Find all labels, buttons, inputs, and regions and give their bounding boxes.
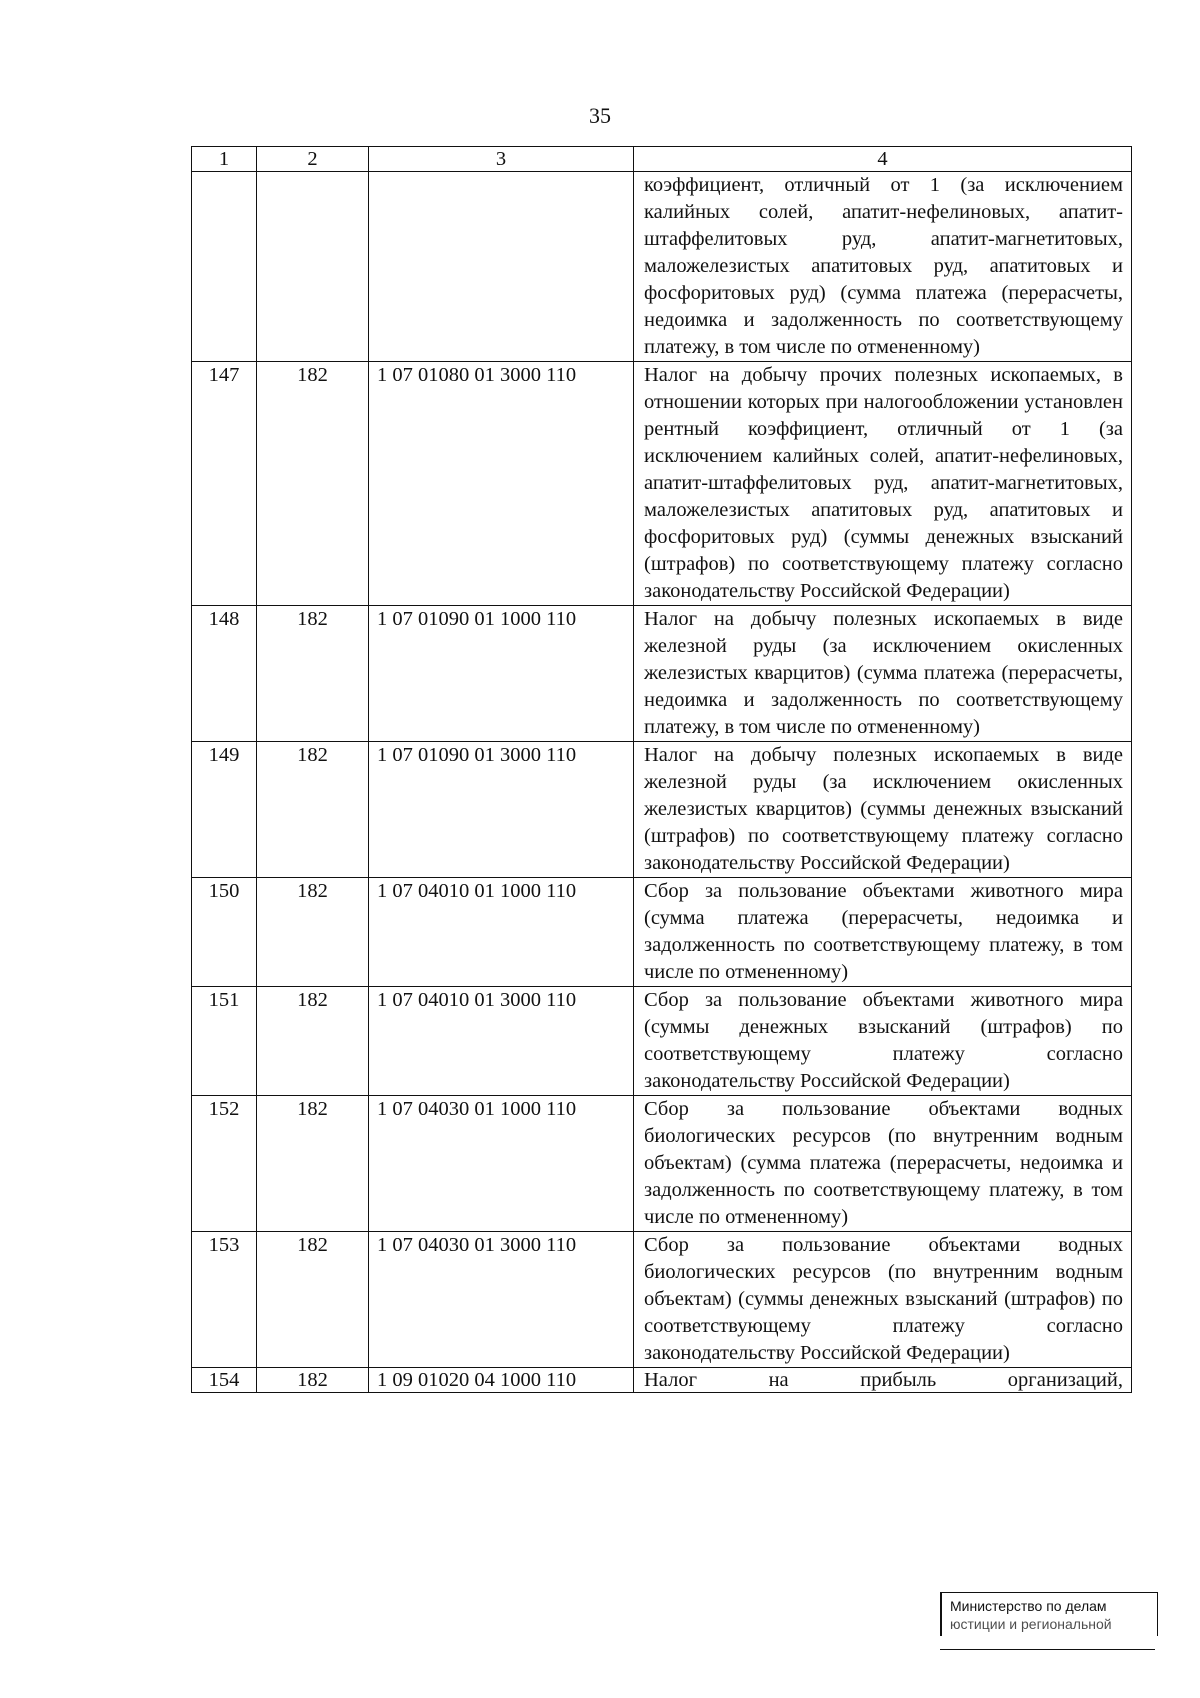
admin-code: 182 bbox=[257, 1232, 369, 1368]
income-description: Сбор за пользование объектами водных биологических ресурсов (по внутренним водным объектам) (сумма платежа (перерасчеты, недоимка и задолженность по соответствующему платежу, в том числе по отмененному) bbox=[634, 1096, 1132, 1232]
table-row bbox=[192, 987, 1132, 1096]
income-description: Сбор за пользование объектами животного мира (суммы денежных взысканий (штрафов) по соответствующему платежу согласно законодательству Российской Федерации) bbox=[634, 987, 1132, 1096]
table-row bbox=[192, 606, 1132, 742]
budget-classification-code bbox=[369, 172, 634, 362]
income-description: Сбор за пользование объектами животного мира (сумма платежа (перерасчеты, недоимка и задолженность по соответствующему платежу, в том числе по отмененному) bbox=[634, 878, 1132, 987]
row-number: 147 bbox=[192, 362, 257, 606]
row-number: 149 bbox=[192, 742, 257, 878]
table-row bbox=[192, 878, 1132, 987]
table-row bbox=[192, 1232, 1132, 1368]
admin-code: 182 bbox=[257, 1368, 369, 1393]
income-description: Налог на прибыль организаций, bbox=[634, 1368, 1132, 1393]
budget-classification-code: 1 07 04010 01 1000 110 bbox=[369, 878, 634, 987]
table-row bbox=[192, 362, 1132, 606]
admin-code: 182 bbox=[257, 878, 369, 987]
admin-code: 182 bbox=[257, 987, 369, 1096]
row-number: 148 bbox=[192, 606, 257, 742]
table-row bbox=[192, 1096, 1132, 1232]
page-number: 35 bbox=[589, 103, 611, 128]
admin-code: 182 bbox=[257, 742, 369, 878]
budget-codes-table bbox=[191, 146, 1132, 1393]
row-number: 154 bbox=[192, 1368, 257, 1393]
stamp-line-2: юстиции и региональной bbox=[950, 1616, 1112, 1632]
stamp-line-1: Министерство по делам bbox=[950, 1598, 1107, 1614]
header-col-2: 2 bbox=[257, 147, 369, 172]
table-header-row bbox=[192, 147, 1132, 172]
table-row bbox=[192, 172, 1132, 362]
row-number: 152 bbox=[192, 1096, 257, 1232]
budget-classification-code: 1 09 01020 04 1000 110 bbox=[369, 1368, 634, 1393]
admin-code bbox=[257, 172, 369, 362]
row-number: 151 bbox=[192, 987, 257, 1096]
row-number: 153 bbox=[192, 1232, 257, 1368]
row-number bbox=[192, 172, 257, 362]
income-description: Сбор за пользование объектами водных биологических ресурсов (по внутренним водным объектам) (суммы денежных взысканий (штрафов) по соответствующему платежу согласно законодательству Российской Федерации) bbox=[634, 1232, 1132, 1368]
income-description: Налог на добычу полезных ископаемых в виде железной руды (за исключением окисленных железистых кварцитов) (суммы денежных взысканий (штрафов) по соответствующему платежу согласно законодательству Российской Федерации) bbox=[634, 742, 1132, 878]
income-description: коэффициент, отличный от 1 (за исключением калийных солей, апатит-нефелиновых, апатит-штаффелитовых руд, апатит-магнетитовых, маложелезистых апатитовых руд, апатитовых и фосфоритовых руд) (сумма платежа (перерасчеты, недоимка и задолженность по соответствующему платежу, в том числе по отмененному) bbox=[634, 172, 1132, 362]
budget-classification-code: 1 07 01090 01 1000 110 bbox=[369, 606, 634, 742]
admin-code: 182 bbox=[257, 362, 369, 606]
admin-code: 182 bbox=[257, 1096, 369, 1232]
budget-classification-code: 1 07 01080 01 3000 110 bbox=[369, 362, 634, 606]
budget-classification-code: 1 07 01090 01 3000 110 bbox=[369, 742, 634, 878]
header-col-3: 3 bbox=[369, 147, 634, 172]
header-col-1: 1 bbox=[192, 147, 257, 172]
table-row bbox=[192, 1368, 1132, 1393]
budget-classification-code: 1 07 04030 01 1000 110 bbox=[369, 1096, 634, 1232]
row-number: 150 bbox=[192, 878, 257, 987]
admin-code: 182 bbox=[257, 606, 369, 742]
budget-classification-code: 1 07 04010 01 3000 110 bbox=[369, 987, 634, 1096]
income-description: Налог на добычу полезных ископаемых в виде железной руды (за исключением окисленных железистых кварцитов) (сумма платежа (перерасчеты, недоимка и задолженность по соответствующему платежу, в том числе по отмененному) bbox=[634, 606, 1132, 742]
stamp-underline bbox=[940, 1649, 1155, 1650]
income-description: Налог на добычу прочих полезных ископаемых, в отношении которых при налогообложении установлен рентный коэффициент, отличный от 1 (за исключением калийных солей, апатит-нефелиновых, апатит-штаффелитовых руд, апатит-магнетитовых, маложелезистых апатитовых руд, апатитовых и фосфоритовых руд) (суммы денежных взысканий (штрафов) по соответствующему платежу согласно законодательству Российской Федерации) bbox=[634, 362, 1132, 606]
header-col-4: 4 bbox=[634, 147, 1132, 172]
budget-classification-code: 1 07 04030 01 3000 110 bbox=[369, 1232, 634, 1368]
ministry-stamp bbox=[940, 1592, 1158, 1636]
table-row bbox=[192, 742, 1132, 878]
